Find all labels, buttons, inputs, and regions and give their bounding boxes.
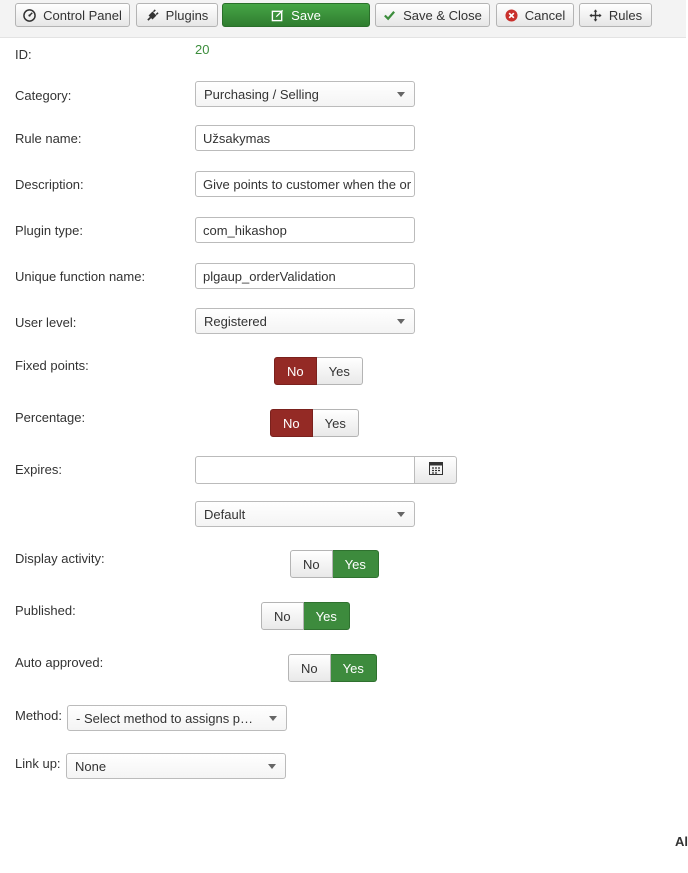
chevron-down-icon	[268, 764, 276, 769]
plugins-button[interactable]	[136, 3, 218, 27]
published-label: Published:	[15, 603, 76, 618]
chevron-down-icon	[397, 92, 405, 97]
percentage-no-button[interactable]: No	[270, 409, 313, 437]
link-up-select[interactable]	[66, 753, 286, 779]
percentage-label: Percentage:	[15, 410, 86, 425]
display-activity-yes-button[interactable]: Yes	[333, 550, 379, 578]
clipped-text: Al	[675, 834, 688, 849]
expires-mode-value: Default	[204, 506, 246, 522]
rules-label: Rules	[608, 7, 643, 23]
expires-mode-select[interactable]	[195, 501, 415, 527]
rule-name-label: Rule name:	[15, 131, 82, 146]
calendar-button[interactable]	[414, 456, 457, 484]
auto-approved-no-button[interactable]: No	[288, 654, 331, 682]
published-yes-button[interactable]: Yes	[304, 602, 350, 630]
percentage-toggle	[270, 409, 359, 437]
plugin-type-input[interactable]	[195, 217, 415, 243]
chevron-down-icon	[397, 512, 405, 517]
fixed-points-label: Fixed points:	[15, 358, 89, 373]
description-value: Give points to customer when the or	[203, 176, 412, 192]
method-value: - Select method to assigns p…	[76, 710, 254, 726]
published-toggle	[261, 602, 350, 630]
unique-function-name-input[interactable]	[195, 263, 415, 289]
description-input[interactable]	[195, 171, 415, 197]
unique-function-name-value: plgaup_orderValidation	[203, 268, 336, 284]
plugin-type-label: Plugin type:	[15, 223, 83, 238]
display-activity-no-button[interactable]: No	[290, 550, 333, 578]
description-label: Description:	[15, 177, 84, 192]
method-label: Method:	[15, 708, 62, 723]
cancel-circle-icon	[505, 9, 518, 22]
fixed-points-no-button[interactable]: No	[274, 357, 317, 385]
calendar-icon	[429, 462, 443, 478]
fixed-points-toggle	[274, 357, 363, 385]
auto-approved-toggle	[288, 654, 377, 682]
cancel-button[interactable]	[496, 3, 574, 27]
category-label: Category:	[15, 88, 72, 103]
save-label: Save	[291, 7, 321, 23]
cancel-label: Cancel	[524, 7, 566, 23]
rule-name-input[interactable]	[195, 125, 415, 151]
move-arrows-icon	[589, 9, 602, 22]
published-no-button[interactable]: No	[261, 602, 304, 630]
method-select[interactable]	[67, 705, 287, 731]
save-close-button[interactable]	[375, 3, 490, 27]
user-level-select[interactable]	[195, 308, 415, 334]
save-button[interactable]	[222, 3, 370, 27]
auto-approved-label: Auto approved:	[15, 655, 104, 670]
user-level-value: Registered	[204, 313, 267, 329]
expires-date-input[interactable]	[195, 456, 415, 484]
display-activity-label: Display activity:	[15, 551, 105, 566]
link-up-label: Link up:	[15, 756, 61, 771]
display-activity-toggle	[290, 550, 379, 578]
id-label: ID:	[15, 47, 32, 62]
toolbar	[0, 0, 686, 38]
category-select[interactable]	[195, 81, 415, 107]
dashboard-icon	[23, 9, 36, 22]
category-value: Purchasing / Selling	[204, 86, 319, 102]
chevron-down-icon	[397, 319, 405, 324]
control-panel-label: Control Panel	[43, 7, 122, 23]
fixed-points-yes-button[interactable]: Yes	[317, 357, 363, 385]
plug-icon	[146, 9, 159, 22]
rules-button[interactable]	[579, 3, 652, 27]
plugin-type-value: com_hikashop	[203, 222, 287, 238]
id-value: 20	[195, 42, 210, 57]
auto-approved-yes-button[interactable]: Yes	[331, 654, 377, 682]
checkmark-icon	[383, 9, 396, 22]
unique-function-name-label: Unique function name:	[15, 269, 146, 284]
edit-icon	[271, 9, 284, 22]
expires-label: Expires:	[15, 462, 62, 477]
link-up-value: None	[75, 758, 107, 774]
chevron-down-icon	[269, 716, 277, 721]
rule-name-value: Užsakymas	[203, 130, 271, 146]
user-level-label: User level:	[15, 315, 77, 330]
percentage-yes-button[interactable]: Yes	[313, 409, 359, 437]
plugins-label: Plugins	[165, 7, 209, 23]
control-panel-button[interactable]	[15, 3, 130, 27]
save-close-label: Save & Close	[403, 7, 482, 23]
